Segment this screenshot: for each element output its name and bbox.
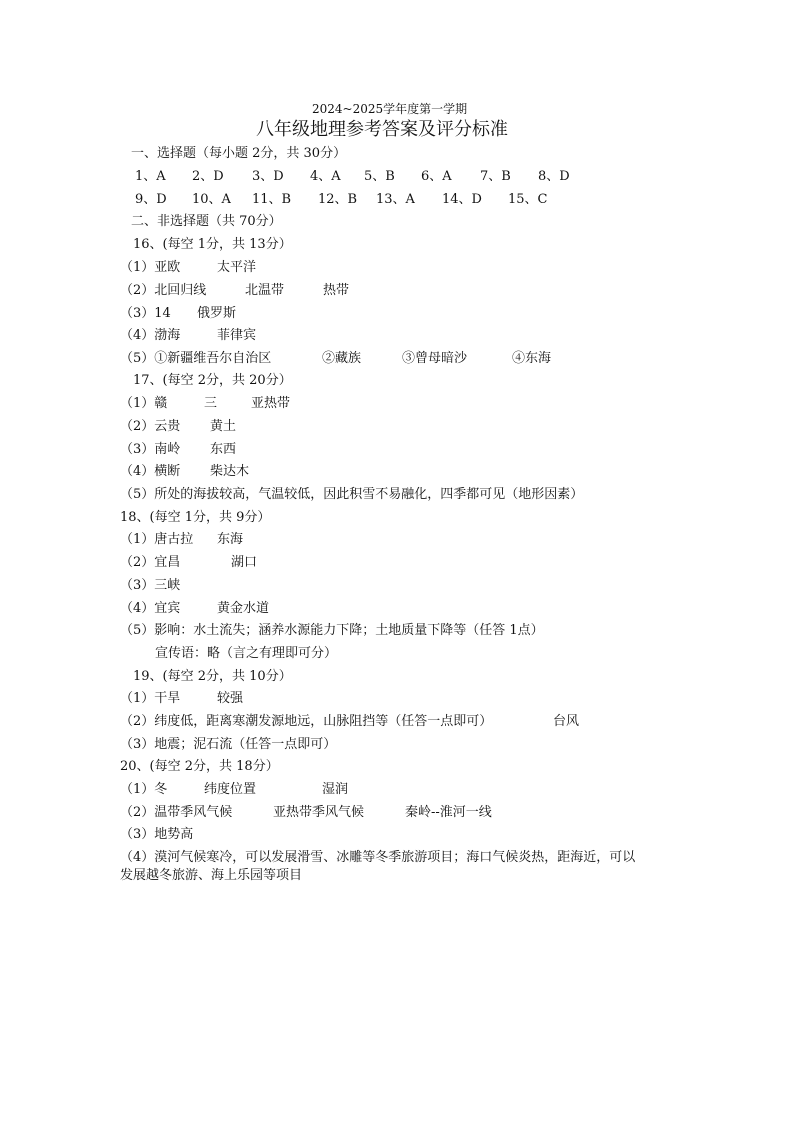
q19-line3: （3）地震；泥石流（任答一点即可） [120,737,337,752]
answer-text: （2）云贵 [120,419,181,434]
q18-heading: 18、(每空 1分，共 9分） [120,510,271,525]
answer-text: （3）南岭 [120,442,181,457]
answer-text: ③曾母暗沙 [402,351,468,366]
answer-text: （2）北回归线 [120,283,207,298]
q20-line4a: （4）漠河气候寒冷，可以发展滑雪、冰雕等冬季旅游项目；海口气候炎热，距海近，可以 [120,850,636,865]
answer-text: 俄罗斯 [197,306,237,321]
answer-text: 东西 [210,442,237,457]
answer-text: （4）渤海 [120,328,181,343]
answer-text: 菲律宾 [217,328,257,343]
answer-item: 3、D [252,169,284,184]
answer-text: （4）宜宾 [120,601,181,616]
answer-text: 较强 [217,691,244,706]
q17-heading: 17、(每空 2分，共 20分） [133,373,292,388]
answer-text: 黄金水道 [217,601,270,616]
answer-text: 湿润 [322,782,349,797]
answer-text: 热带 [323,283,350,298]
answer-item: 4、A [310,169,341,184]
answer-text: 北温带 [245,283,285,298]
answer-item: 1、A [135,169,166,184]
q18-line6: 宣传语：略（言之有理即可分） [155,646,338,661]
q16-heading: 16、(每空 1分，共 13分） [133,237,292,252]
q17-line5: （5）所处的海拔较高，气温较低，因此积雪不易融化，四季都可见（地形因素） [120,487,584,502]
answer-text: 湖口 [231,555,258,570]
q20-line3: （3）地势高 [120,827,194,842]
q19-heading: 19、(每空 2分，共 10分） [133,669,292,684]
q20-line4b: 发展越冬旅游、海上乐园等项目 [120,868,303,883]
answer-text: （1）干旱 [120,691,181,706]
answer-item: 12、B [318,192,358,207]
answer-item: 10、A [192,192,231,207]
answer-text: （1）唐古拉 [120,532,194,547]
q20-heading: 20、(每空 2分，共 18分） [120,759,279,774]
answer-item: 6、A [421,169,452,184]
answer-text: （3）14 [120,306,171,321]
answer-item: 15、C [508,192,548,207]
answer-text: 三 [204,396,218,411]
answer-text: 太平洋 [217,260,257,275]
answer-text: （4）横断 [120,464,181,479]
answer-text: （1）赣 [120,396,168,411]
answer-text: 柴达木 [210,464,250,479]
answer-item: 9、D [135,192,167,207]
answer-text: 纬度位置 [204,782,257,797]
answer-text: 亚热带 [251,396,291,411]
answer-text: 秦岭--淮河一线 [405,805,492,820]
answer-text: 东海 [217,532,244,547]
answer-item: 14、D [442,192,482,207]
answer-text: 黄土 [210,419,237,434]
answer-item: 13、A [376,192,415,207]
q18-line5: （5）影响：水土流失；涵养水源能力下降；土地质量下降等（任答 1点） [120,623,544,638]
answer-text: 台风 [553,714,580,729]
answer-text: （1）亚欧 [120,260,181,275]
answer-text: （2）温带季风气候 [120,805,233,820]
answer-text: （1）冬 [120,782,168,797]
q18-line3: （3）三峡 [120,578,181,593]
school-year: 2024~2025学年度第一学期 [312,102,468,116]
part2-heading: 二、非选择题（共 70分） [131,214,282,229]
answer-text: （5）①新疆维吾尔自治区 [120,351,272,366]
answer-text: （2）宜昌 [120,555,181,570]
page-title: 八年级地理参考答案及评分标准 [256,119,508,140]
answer-text: 亚热带季风气候 [273,805,365,820]
part1-heading: 一、选择题（每小题 2分，共 30分） [131,146,347,161]
answer-text: ②藏族 [322,351,362,366]
answer-item: 11、B [252,192,292,207]
answer-text: ④东海 [512,351,552,366]
answer-item: 2、D [192,169,224,184]
answer-text: （2）纬度低，距离寒潮发源地远，山脉阻挡等（任答一点即可） [120,714,493,729]
answer-item: 7、B [480,169,511,184]
answer-item: 5、B [364,169,395,184]
answer-item: 8、D [538,169,570,184]
